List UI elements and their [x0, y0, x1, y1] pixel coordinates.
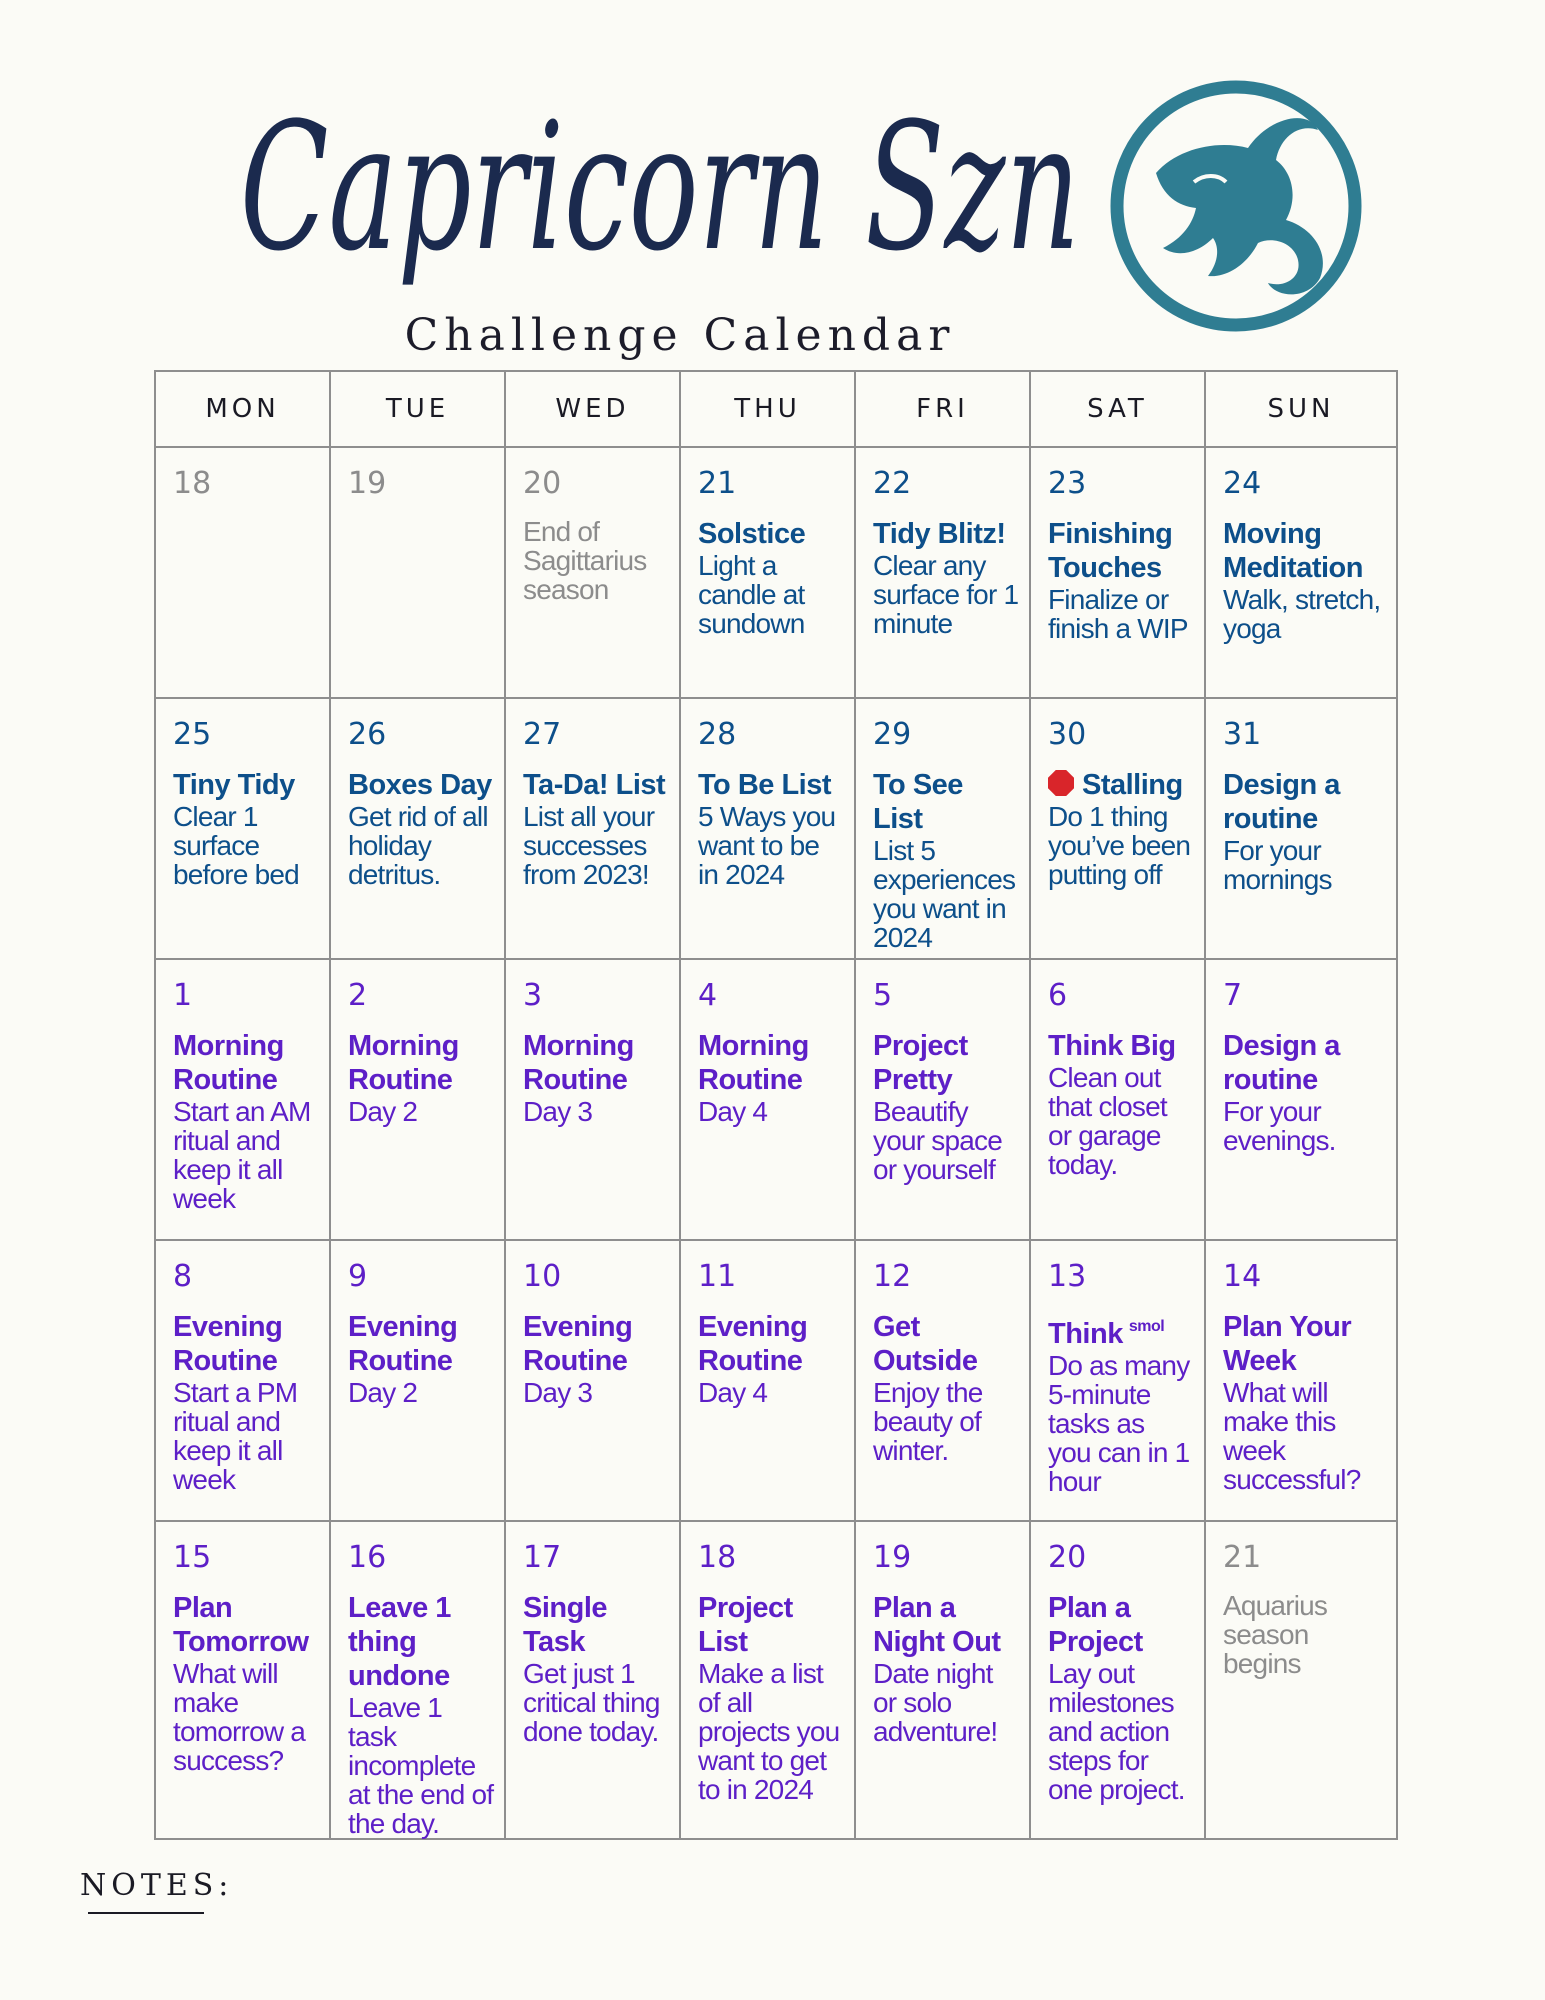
challenge-title-text: Evening Routine [698, 1311, 808, 1377]
page-title [230, 30, 1090, 330]
challenge-title [698, 768, 844, 802]
day-cell-content [681, 960, 854, 1126]
day-cell [1030, 1521, 1205, 1839]
day-number: 9 [348, 1259, 368, 1294]
challenge-title-text: Morning Routine [698, 1030, 809, 1096]
challenge-title [348, 1310, 494, 1378]
day-number: 6 [1048, 978, 1068, 1013]
day-cell-content [1031, 1241, 1204, 1496]
day-cell-content [156, 699, 329, 889]
day-cell [330, 959, 505, 1240]
day-cell-content [331, 1241, 504, 1407]
day-cell [505, 698, 680, 959]
challenge-description: List all your successes from 2023! [523, 801, 655, 890]
day-cell-content [156, 960, 329, 1213]
challenge-title [698, 1310, 844, 1378]
day-cell [1030, 698, 1205, 959]
day-cell [155, 959, 330, 1240]
week-row [155, 1240, 1397, 1521]
day-cell [1205, 1521, 1397, 1839]
challenge-title [1223, 1029, 1386, 1097]
notes-underline [88, 1912, 204, 1914]
weekday-header-row [155, 371, 1397, 447]
day-cell [855, 1521, 1030, 1839]
day-cell-content [1206, 448, 1396, 643]
weekday-thu: THU [680, 371, 855, 447]
day-cell [680, 698, 855, 959]
challenge-title-text: Plan a Project [1048, 1592, 1143, 1658]
day-cell [855, 959, 1030, 1240]
challenge-title [348, 1029, 494, 1097]
notes-label: NOTES: [80, 1868, 234, 1903]
day-cell-content [1031, 1522, 1204, 1804]
day-cell [155, 447, 330, 698]
day-number: 15 [173, 1540, 212, 1575]
day-cell [330, 1240, 505, 1521]
challenge-title [1223, 1310, 1386, 1378]
week-row [155, 447, 1397, 698]
day-cell-content [1206, 699, 1396, 894]
challenge-title [1223, 768, 1386, 836]
day-number: 1 [173, 978, 193, 1013]
challenge-title [698, 1591, 844, 1659]
challenge-title-text: Think [1048, 1318, 1123, 1350]
day-number: 11 [698, 1259, 737, 1294]
day-number: 13 [1048, 1259, 1087, 1294]
challenge-description: Aquarius season begins [1223, 1590, 1328, 1679]
day-number: 28 [698, 717, 737, 752]
day-cell [1030, 447, 1205, 698]
day-number: 26 [348, 717, 387, 752]
challenge-title-text: Project List [698, 1592, 793, 1658]
challenge-title-text: Plan a Night Out [873, 1592, 1001, 1658]
day-number: 5 [873, 978, 893, 1013]
day-cell-content [156, 448, 329, 501]
day-cell [155, 1240, 330, 1521]
challenge-title [698, 517, 844, 551]
weekday-mon: MON [155, 371, 330, 447]
challenge-title-text: Design a routine [1223, 1030, 1340, 1096]
day-number: 19 [348, 466, 387, 501]
challenge-title-text: Evening Routine [348, 1311, 458, 1377]
day-cell [155, 698, 330, 959]
day-number: 21 [698, 466, 737, 501]
day-number: 23 [1048, 466, 1087, 501]
day-cell [1205, 447, 1397, 698]
challenge-title [523, 1310, 669, 1378]
challenge-description: Day 3 [523, 1377, 593, 1408]
challenge-title-text: Tidy Blitz! [873, 518, 1006, 550]
day-cell [1030, 959, 1205, 1240]
day-cell-content [156, 1522, 329, 1775]
challenge-title [348, 768, 494, 802]
day-cell-content [331, 448, 504, 501]
challenge-title-text: To See List [873, 769, 963, 835]
challenge-description: Clear 1 surface before bed [173, 801, 299, 890]
challenge-description: End of Sagittarius season [523, 516, 647, 605]
challenge-title [1048, 517, 1194, 585]
challenge-description: What will make tomorrow a success? [173, 1658, 306, 1776]
challenge-title-text: Design a routine [1223, 769, 1340, 835]
day-number: 17 [523, 1540, 562, 1575]
challenge-description: Day 4 [698, 1377, 768, 1408]
day-cell-content [156, 1241, 329, 1494]
week-row [155, 959, 1397, 1240]
day-number: 29 [873, 717, 912, 752]
weekday-sun: SUN [1205, 371, 1397, 447]
day-number: 4 [698, 978, 718, 1013]
challenge-title [1048, 768, 1194, 802]
day-cell-content [681, 1522, 854, 1804]
challenge-description: For your evenings. [1223, 1096, 1336, 1156]
challenge-description: Light a candle at sundown [698, 550, 805, 639]
challenge-title-text: Finishing Touches [1048, 518, 1173, 584]
day-cell [680, 1240, 855, 1521]
challenge-title-text: Morning Routine [173, 1030, 284, 1096]
challenge-title [1223, 517, 1386, 585]
challenge-title-superscript: smol [1128, 1318, 1165, 1335]
day-cell-content [506, 960, 679, 1126]
day-cell-content [506, 1241, 679, 1407]
day-cell-content [1031, 448, 1204, 643]
challenge-description: Start an AM ritual and keep it all week [173, 1096, 311, 1214]
day-cell [855, 1240, 1030, 1521]
day-number: 24 [1223, 466, 1262, 501]
challenge-title [523, 1591, 669, 1659]
day-cell [155, 1521, 330, 1839]
challenge-title [873, 1591, 1019, 1659]
challenge-description: Enjoy the beauty of winter. [873, 1377, 983, 1466]
challenge-description: Day 4 [698, 1096, 768, 1127]
day-number: 10 [523, 1259, 562, 1294]
challenge-title [173, 1591, 319, 1659]
challenge-title [873, 1310, 1019, 1378]
challenge-description: Do 1 thing you’ve been putting off [1048, 801, 1191, 890]
day-number: 18 [698, 1540, 737, 1575]
day-cell-content [1031, 699, 1204, 889]
challenge-description: Day 3 [523, 1096, 593, 1127]
day-cell-content [331, 1522, 504, 1838]
day-number: 12 [873, 1259, 912, 1294]
weekday-wed: WED [505, 371, 680, 447]
day-cell [855, 447, 1030, 698]
challenge-description: For your mornings [1223, 835, 1332, 895]
day-cell-content [1031, 960, 1204, 1179]
challenge-title [348, 1591, 494, 1693]
day-number: 19 [873, 1540, 912, 1575]
challenge-title-text: Solstice [698, 518, 806, 550]
challenge-description: Day 2 [348, 1377, 418, 1408]
day-cell [330, 1521, 505, 1839]
weekday-tue: TUE [330, 371, 505, 447]
subtitle: Challenge Calendar [404, 310, 956, 361]
challenge-title [523, 768, 669, 802]
day-cell [680, 959, 855, 1240]
challenge-title-text: Project Pretty [873, 1030, 968, 1096]
challenge-description: Get just 1 critical thing done today. [523, 1658, 660, 1747]
challenge-title [873, 768, 1019, 836]
day-cell [1030, 1240, 1205, 1521]
challenge-title [523, 1029, 669, 1097]
day-number: 18 [173, 466, 212, 501]
week-row [155, 698, 1397, 959]
challenge-title-text: Evening Routine [173, 1311, 283, 1377]
challenge-description: What will make this week successful? [1223, 1377, 1361, 1495]
challenge-title-text: Morning Routine [523, 1030, 634, 1096]
challenge-title-text: Boxes Day [348, 769, 492, 801]
day-number: 30 [1048, 717, 1087, 752]
challenge-description: Leave 1 task incomplete at the end of the day. [348, 1692, 494, 1839]
challenge-title-text: Plan Your Week [1223, 1311, 1352, 1377]
week-row [155, 1521, 1397, 1839]
day-cell [1205, 698, 1397, 959]
challenge-title [1048, 1029, 1194, 1063]
challenge-title [873, 517, 1019, 551]
day-number: 2 [348, 978, 368, 1013]
day-cell-content [1206, 1241, 1396, 1494]
challenge-description: Clear any surface for 1 minute [873, 550, 1019, 639]
challenge-description: List 5 experiences you want in 2024 [873, 835, 1016, 953]
weekday-fri: FRI [855, 371, 1030, 447]
challenge-title-text: Tiny Tidy [173, 769, 295, 801]
day-cell [855, 698, 1030, 959]
challenge-description: 5 Ways you want to be in 2024 [698, 801, 836, 890]
day-number: 8 [173, 1259, 193, 1294]
challenge-title [173, 768, 319, 802]
day-cell-content [856, 1241, 1029, 1465]
day-cell-content [681, 699, 854, 889]
page-title-text: Capricorn Szn [240, 85, 1080, 290]
challenge-title-text: Get Outside [873, 1311, 978, 1377]
challenge-title [698, 1029, 844, 1097]
day-cell [330, 698, 505, 959]
day-cell [505, 1521, 680, 1839]
day-number: 31 [1223, 717, 1262, 752]
challenge-title [1048, 1591, 1194, 1659]
day-cell-content [856, 699, 1029, 952]
challenge-title-text: Morning Routine [348, 1030, 459, 1096]
day-number: 20 [523, 466, 562, 501]
challenge-description: Do as many 5-minute tasks as you can in 1 hour [1048, 1350, 1190, 1497]
challenge-title-text: Evening Routine [523, 1311, 633, 1377]
day-cell [505, 1240, 680, 1521]
day-cell-content [1206, 1522, 1396, 1678]
day-cell-content [506, 448, 679, 604]
challenge-description: Lay out milestones and action steps for one project. [1048, 1658, 1185, 1805]
challenge-description: Clean out that closet or garage today. [1048, 1062, 1167, 1180]
day-cell [330, 447, 505, 698]
day-cell [1205, 959, 1397, 1240]
day-number: 7 [1223, 978, 1243, 1013]
day-cell-content [856, 1522, 1029, 1746]
day-cell [1205, 1240, 1397, 1521]
day-number: 27 [523, 717, 562, 752]
challenge-title [173, 1310, 319, 1378]
day-cell [680, 1521, 855, 1839]
day-cell-content [856, 448, 1029, 638]
weekday-sat: SAT [1030, 371, 1205, 447]
challenge-description: Day 2 [348, 1096, 418, 1127]
day-cell [505, 447, 680, 698]
challenge-title-text: Plan Tomorrow [173, 1592, 309, 1658]
day-number: 14 [1223, 1259, 1262, 1294]
challenge-title-text: To Be List [698, 769, 832, 801]
challenge-description: Get rid of all holiday detritus. [348, 801, 488, 890]
day-cell-content [506, 1522, 679, 1746]
day-cell-content [681, 448, 854, 638]
challenge-title [873, 1029, 1019, 1097]
challenge-title [1048, 1310, 1194, 1351]
day-cell-content [331, 960, 504, 1126]
day-cell-content [681, 1241, 854, 1407]
day-number: 25 [173, 717, 212, 752]
challenge-title-text: Single Task [523, 1592, 608, 1658]
day-cell-content [856, 960, 1029, 1184]
challenge-title-text: Leave 1 thing undone [348, 1592, 451, 1692]
challenge-description: Make a list of all projects you want to get to in 2024 [698, 1658, 840, 1805]
challenge-title-text: Ta-Da! List [523, 769, 666, 801]
challenge-title-text: Think Big [1048, 1030, 1176, 1062]
challenge-description: Start a PM ritual and keep it all week [173, 1377, 298, 1495]
capricorn-logo-icon [1108, 78, 1364, 334]
stop-sign-icon [1048, 770, 1074, 796]
challenge-description: Finalize or finish a WIP [1048, 584, 1188, 644]
day-number: 22 [873, 466, 912, 501]
challenge-title-text: Stalling [1082, 769, 1183, 801]
day-cell-content [331, 699, 504, 889]
challenge-description: Beautify your space or yourself [873, 1096, 1002, 1185]
day-cell [680, 447, 855, 698]
day-cell-content [1206, 960, 1396, 1155]
challenge-title-text: Moving Meditation [1223, 518, 1363, 584]
challenge-description: Date night or solo adventure! [873, 1658, 998, 1747]
challenge-title [173, 1029, 319, 1097]
day-cell-content [506, 699, 679, 889]
day-number: 21 [1223, 1540, 1262, 1575]
challenge-description: Walk, stretch, yoga [1223, 584, 1381, 644]
day-number: 16 [348, 1540, 387, 1575]
day-number: 20 [1048, 1540, 1087, 1575]
day-number: 3 [523, 978, 543, 1013]
calendar-grid [154, 370, 1398, 1840]
day-cell [505, 959, 680, 1240]
